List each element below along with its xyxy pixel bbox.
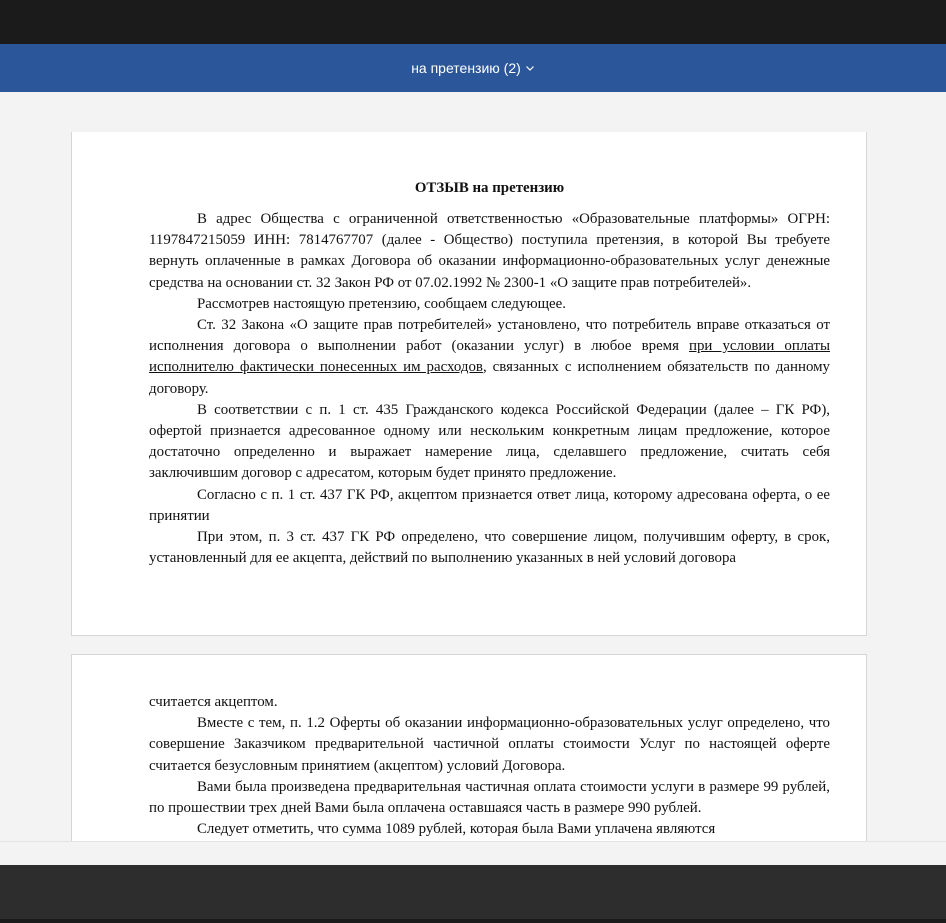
paragraph: считается акцептом. [149, 694, 278, 710]
paragraph: Следует отметить, что сумма 1089 рублей, которая была Вами уплачена являются [197, 821, 716, 838]
document-page-1 [72, 132, 866, 635]
document-heading: ОТЗЫВ на претензию [414, 180, 565, 196]
paragraph: В соответствии с п. 1 ст. 435 Гражданского кодекса Российской Федерации (далее – ГК РФ), офертой признается адресованное одному или нескольким конкретным лицам предложение, которое достаточно определенно и выражает намерение лица, сделавшего предложение, считать себя заключившим договор с адресатом, которым будет принято предложение. [149, 401, 830, 482]
page-2-body[interactable] [149, 692, 830, 840]
window-bottom-edge [0, 919, 946, 923]
paragraph: Согласно с п. 1 ст. 437 ГК РФ, акцептом признается ответ лица, которому адресована оферта, о ее принятии [149, 486, 830, 524]
underlined-text: при условии оплаты исполнителю фактически понесенных им расходов [149, 338, 831, 376]
window-top-bar [0, 0, 946, 44]
ribbon-strip [0, 92, 946, 133]
page-1-body[interactable] [149, 178, 830, 569]
document-title-dropdown[interactable] [407, 55, 539, 81]
chevron-down-icon [525, 63, 535, 73]
paragraph-text: , связанных с исполнением обязательств по данному договору. [149, 359, 830, 397]
document-title: на претензию (2) [411, 60, 521, 76]
paragraph: Вместе с тем, п. 1.2 Оферты об оказании информационно-образовательных услуг определено, что совершение Заказчиком предварительной частичной оплаты стоимости Услуг по настоящей оферте считается безусловным принятием (акцептом) условий Договора. [149, 715, 830, 774]
status-bar [0, 865, 946, 919]
paragraph: Рассмотрев настоящую претензию, сообщаем следующее. [197, 295, 566, 312]
document-canvas[interactable] [0, 132, 946, 841]
paragraph-text: Ст. 32 Закона «О защите прав потребителей» установлено, что потребитель вправе отказаться от исполнения договора о выполнении работ (оказании услуг) в любое время [149, 317, 830, 355]
paragraph [149, 315, 830, 400]
document-page-2 [72, 655, 866, 841]
paragraph: В адрес Общества с ограниченной ответственностью «Образовательные платформы» ОГРН: 1197847215059 ИНН: 7814767707 (далее - Общество) поступила претензия, в которой Вы требуете вернуть оплаченные в рамках Договора об оказании информационно-образовательных услуг денежные средства на основании ст. 32 Закон РФ от 07.02.1992 № 2300-1 «О защите прав потребителей». [149, 211, 830, 291]
horizontal-scrollbar[interactable] [0, 841, 946, 866]
paragraph: Вами была произведена предварительная частичная оплата стоимости услуги в размере 99 рублей, по прошествии трех дней Вами была оплачена оставшаяся часть в размере 990 рублей. [149, 778, 830, 817]
title-bar [0, 44, 946, 92]
paragraph: При этом, п. 3 ст. 437 ГК РФ определено, что совершение лицом, получившим оферту, в срок, установленный для ее акцепта, действий по выполнению указанных в ней условий договора [149, 529, 830, 567]
